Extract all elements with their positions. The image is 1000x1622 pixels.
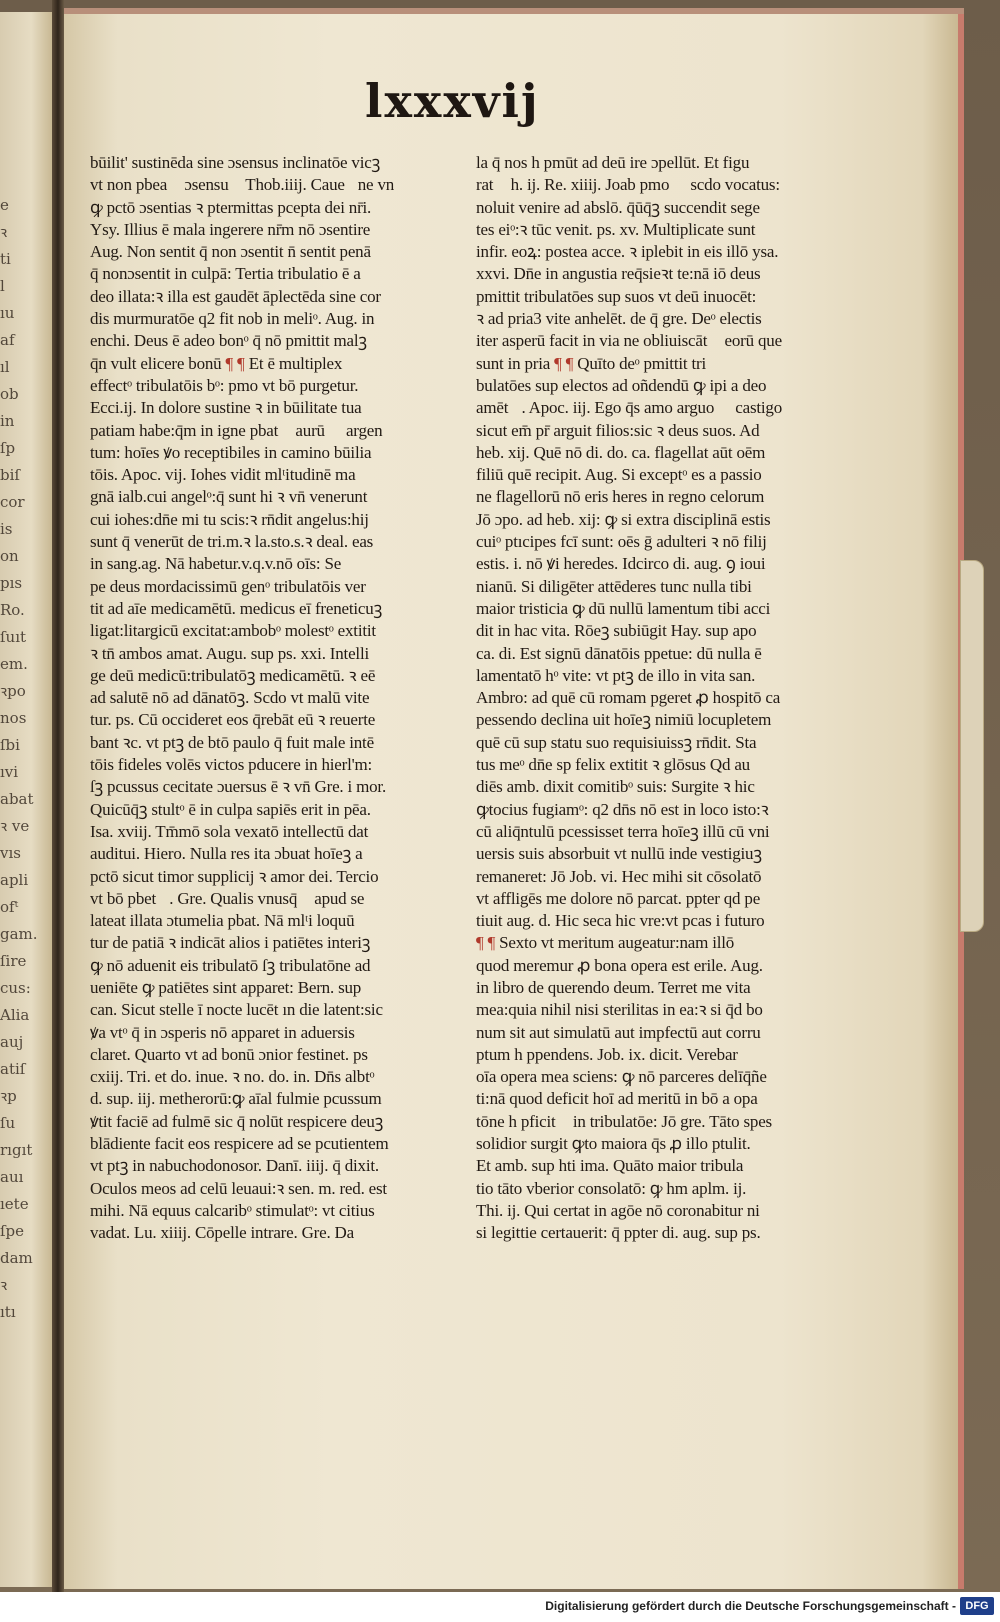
text-line: ti:nā quod deficit hoī ad meritū in bō a opa: [476, 1089, 758, 1109]
text-line: ratᷓ h. ij. Re. xiiij. Joab pmo ꝛ scdo vocatus:: [476, 175, 780, 195]
text-line: tōne h pficitᷓ in tribulatōe: Jō gre. Tāto spes: [476, 1111, 772, 1131]
text-line: in sang.ag. Nā habetur.v.q.v.nō oīs: Se: [90, 554, 342, 574]
left-page-fragment: dam: [0, 1249, 33, 1267]
text-line: ꝟa vtᵒ q̄ in ɔsperis nō apparet in aduersis: [90, 1022, 355, 1042]
rubric-mark: ¶: [487, 933, 496, 953]
page-tab-marker: [960, 560, 984, 932]
left-page-fragment: pıs: [0, 574, 23, 592]
text-line: pe deus mordacissimū genᵒ tribulatōis ver: [90, 576, 366, 596]
text-line: patiam habe:q̄m in igne pbatᷓ aurū ꝛ argen: [90, 420, 383, 440]
text-line: diēs amb. dixit comitibᵒ suis: Surgite ꝛ hic: [476, 777, 755, 797]
left-page-fragment: ti: [0, 250, 11, 268]
text-line: ueniēte ꝙ patiētes sint apparet: Bern. sup: [90, 977, 362, 997]
text-line: ptum h ppendens. Job. ix. dicit. Verebar: [476, 1044, 738, 1064]
text-line: ca. di. Est signū dānatōis ppetue: dū nulla ē: [476, 643, 762, 663]
text-line: Isa. xviij. Tm̄mō sola vexatō intellectū dat: [90, 821, 369, 841]
rubric-mark: ¶: [554, 353, 562, 373]
left-page-fragment: ꝛ ve: [0, 817, 30, 835]
text-line: vt non pbeaᷓ ɔsensuꝫ Thob.iiij. Caueꝭne vn: [90, 175, 395, 195]
text-line: claret. Quarto vt ad bonū ɔnior festinet. ps: [90, 1044, 368, 1064]
text-line: Thi. ij. Qui certat in agōe nō coronabitur ni: [476, 1200, 760, 1220]
left-page-fragment: ıtı: [0, 1303, 16, 1321]
left-page-fragment: auı: [0, 1168, 24, 1186]
rubric-mark: ¶: [476, 933, 484, 953]
text-line: enchi. Deus ē adeo bonᵒ q̄ nō pmittit malꝫ: [90, 331, 367, 351]
text-line: lamentatō hᵒ vite: vt ptꝫ de illo in vita san.: [476, 665, 756, 685]
text-line: num sit aut simulatū aut impfectū aut corru: [476, 1022, 761, 1042]
rubric-mark: ¶: [565, 353, 574, 373]
left-page-fragment: ꝛ: [0, 1276, 8, 1294]
text-line: tur de patiā ꝛ indicāt alios i patiētes interiꝫ: [90, 933, 371, 953]
text-line: būilit' sustinēda sine ɔsensus inclinatōe vicꝫ: [90, 153, 381, 172]
text-line: uersis suis absorbuit vt nullū inde vestigiuꝫ: [476, 844, 762, 864]
left-page-fragment: in: [0, 412, 15, 430]
left-page-fragment: ſpe: [0, 1222, 25, 1240]
text-line: filiū quē recipit. Aug. Si exceptᵒ es a passio: [476, 465, 762, 485]
left-page-fragment: af: [0, 331, 15, 349]
text-line: nianū. Si diligēter attēderes tunc nulla tibi: [476, 576, 752, 596]
text-line: can. Sicut stelle ī nocte lucēt ın die latent:sic: [90, 1000, 383, 1020]
text-line: tes eiᵒ:ꝛ tūc venit. ps. xv. Multiplicate sunt: [476, 219, 756, 239]
text-line: Quicūq̄ꝫ stultᵒ ē in culpa sapiēs erit in pēa.: [90, 799, 371, 819]
text-line: Aug. Non sentit q̄ non ɔsentit n̄ sentit penā: [90, 242, 371, 262]
left-page-fragment: rıgıt: [0, 1141, 33, 1159]
folio-number: lxxxvij: [365, 74, 540, 128]
left-page-fragment: ıvi: [0, 763, 19, 781]
text-line: dis murmuratōe q2 fit nob in meliᵒ. Aug. in: [90, 309, 375, 329]
left-page-fragment: ob: [0, 385, 19, 403]
text-line: xxvi. Dn̄e in angustia req̄sieꝛt te:nā iō deus: [476, 264, 761, 284]
left-page-fragment: cor: [0, 493, 25, 511]
text-line: d. sup. iij. metherorū:ꝙ aīal fulmie pcussum: [90, 1089, 382, 1109]
text-line: iter asperū facit in via ne obliuiscātᷓ eorū que: [476, 331, 782, 351]
text-line: tum: hoīes ꝟo receptibiles in camino būilia: [90, 442, 372, 462]
text-line: blādiente facit eos respicere ad se pcutientem: [90, 1134, 389, 1154]
rubric-mark: ¶: [225, 353, 234, 373]
left-page-fragment: e: [0, 196, 9, 214]
left-page-fragment: ſuıt: [0, 628, 27, 646]
footer-credit: Digitalisierung gefördert durch die Deutsche Forschungsgemeinschaft -: [545, 1599, 956, 1613]
left-page-fragment: ofᵗ: [0, 898, 19, 916]
left-page-fragment: nos: [0, 709, 27, 727]
text-line: remaneret: Jō Job. vi. Hec mihi sit cōsolatō: [476, 866, 762, 886]
text-line: ꝛ ad pria3 vite anhelēt. de q̄ gre. Deᵒ electis: [476, 309, 762, 329]
text-line: ꝙtocius fugiamᵒ: q2 dn̄s nō est in loco isto:ꝛ: [476, 799, 769, 819]
left-page-fragment: l: [0, 277, 5, 295]
left-page-fragment: ſire: [0, 952, 27, 970]
text-line: in libro de querendo deum. Terret me vita: [476, 977, 751, 997]
text-line: vt affligēs me dolore nō parcat. ppter qd pe: [476, 888, 761, 908]
text-line: cū aliq̄ntulū pcessisset terra hoīeꝫ illū cū vni: [476, 821, 770, 841]
left-page-fragment: cus:: [0, 979, 31, 997]
text-line: mihi. Nā equus calcaribᵒ stimulatᵒ: vt citius: [90, 1200, 375, 1220]
text-line: Jō ɔpo. ad heb. xij: ꝙ si extra disciplinā estis: [476, 509, 771, 529]
text-line: cuiᵒ ptıcipes fcī sunt: oēs ḡ adulteri ꝛ nō filij: [476, 532, 767, 552]
rubric-mark: ¶: [237, 353, 245, 373]
text-line: solidior surgit ꝙto maiora q̄s ꝓ illo ptulit.: [476, 1134, 751, 1154]
left-text-column: [90, 152, 440, 1245]
text-line: si legittie certauerit: q̄ ppter di. aug. sup ps.: [476, 1223, 761, 1243]
text-line: auditui. Hiero. Nulla res ita ɔbuat hoīeꝫ a: [90, 844, 363, 864]
left-page-fragment: Ro.: [0, 601, 25, 619]
text-line: la q̄ nos h pmūt ad deū ire ɔpellūt. Et figu: [476, 153, 750, 172]
text-line: sicut em̄ pr̄ arguit filios:sic ꝛ deus suos. Ad: [476, 420, 760, 440]
text-line: vt bō pbetᷓ. Gre. Qualis vnusq̄ꝫ apud se: [90, 888, 365, 908]
left-page-fragment: abat: [0, 790, 34, 808]
text-line: heb. xij. Quē nō di. do. ca. flagellat aūt oēm: [476, 442, 766, 462]
text-line: pctō sicut timor supplicij ꝛ amor dei. Tercio: [90, 866, 379, 886]
text-line: quē cū sup statu suo requisiuissꝫ rn̄dit. Sta: [476, 732, 757, 752]
text-line: ne flagellorū nō eris heres in regno celorum: [476, 487, 765, 507]
text-line: bant ꝛc. vt ptꝫ de btō paulo q̄ fuit male intē: [90, 732, 374, 752]
left-page-fragment: ꝛpo: [0, 682, 26, 700]
text-line: ꝛ tn̄ ambos amat. Augu. sup ps. xxi. Intelli: [90, 643, 369, 663]
text-line: quod meremur ꝓ bona opera est erile. Aug.: [476, 955, 763, 975]
text-line: maior tristicia ꝙ dū nullū lamentum tibi acci: [476, 598, 771, 618]
left-page-fragment: apli: [0, 871, 29, 889]
left-page-fragment: ſp: [0, 439, 16, 457]
text-line: mea:quia nihil nisi sterilitas in ea:ꝛ si q̄d bo: [476, 1000, 763, 1020]
text-line: ge deū medicū:tribulatōꝫ medicamētū. ꝛ eē: [90, 665, 376, 685]
text-line: cxiij. Tri. et do. inue. ꝛ no. do. in. Dn̄s albtᵒ: [90, 1067, 375, 1087]
text-line: cui iohes:dn̄e mi tu scis:ꝛ rn̄dit angelus:hij: [90, 509, 369, 529]
left-page-fragment: ꝛp: [0, 1087, 17, 1105]
text-line: ꝟtit faciē ad fulmē sic q̄ nolūt respicere deuꝫ: [90, 1111, 384, 1131]
text-line: ꝙ pctō ɔsentias ꝛ ptermittas pcepta dei nr̄i.: [90, 197, 372, 217]
left-page-fragment: ıu: [0, 304, 15, 322]
text-line: oīa opera mea sciens: ꝙ nō parceres delīq̄ñe: [476, 1067, 767, 1087]
text-line: Ecci.ij. In dolore sustine ꝛ in būilitate tua: [90, 398, 362, 418]
text-line: bulatōes sup electos ad oñdendū ꝙ ipi a deo: [476, 375, 767, 395]
text-line: q̄ nonɔsentit in culpā: Tertia tribulatio ē a: [90, 264, 361, 284]
text-line: vt ptꝫ in nabuchodonosor. Danī. iiij. q̄ dixit.: [90, 1156, 379, 1176]
text-line: tio tāto vberior consolatō: ꝙ hm aplm. ij.: [476, 1178, 747, 1198]
text-line: noluit venire ad abslō. q̄ūq̄ꝫ succendit sege: [476, 197, 760, 217]
text-line: q̄n vult elicere bonū ¶ ¶ Et ē multiplex: [90, 353, 343, 373]
text-line: sunt in pria ¶ ¶ Quīto deᵒ pmittit tri: [476, 353, 706, 373]
left-page-fragment: auj: [0, 1033, 24, 1051]
left-page-fragment: ıete: [0, 1195, 29, 1213]
right-text-column: [476, 152, 844, 1245]
text-line: ad salutē nō ad dānatōꝫ. Scdo vt malū vite: [90, 688, 370, 708]
text-line: tit ad aīe medicamētū. medicus eī freneticuꝫ: [90, 598, 383, 618]
left-page-fragment: gam.: [0, 925, 38, 943]
left-page-fragment: vıs: [0, 844, 21, 862]
left-page-fragment: ſu: [0, 1114, 16, 1132]
text-line: ꝙ nō aduenit eis tribulatō ſꝫ tribulatōne ad: [90, 955, 371, 975]
left-page-text-fragments: [0, 192, 38, 1326]
text-line: deo illata:ꝛ illa est gaudēt āplectēda sine cor: [90, 286, 381, 306]
left-page-fragment: Alia: [0, 1006, 30, 1024]
text-line: Ysy. Illius ē mala ingerere nr̄m nō ɔsentire: [90, 219, 371, 239]
left-page-fragment: em.: [0, 655, 28, 673]
text-line: tōis fideles volēs victos pducere in hierl'm:: [90, 755, 373, 775]
text-line: effectᵒ tribulatōis bᵒ: pmo vt bō purgetur.: [90, 375, 359, 395]
left-page-fragment: biſ: [0, 466, 20, 484]
text-line: estis. i. nō ꝟi heredes. Idcirco di. aug. ꝯ ioui: [476, 554, 766, 574]
text-line: sunt q̄ venerūt de tri.m.ꝛ la.sto.s.ꝛ deal. eas: [90, 532, 374, 552]
text-line: pmittit tribulatōes sup suos vt deū inuocēt:: [476, 286, 757, 306]
left-page-fragment: is: [0, 520, 13, 538]
left-page-fragment: atiſ: [0, 1060, 26, 1078]
text-line: pessendo declina uit hoīeꝫ nimiū locupletem: [476, 710, 772, 730]
text-line: amētᷓ. Apoc. iij. Ego q̄s amo arguo ꝛ castigo: [476, 398, 783, 418]
text-line: gnā ialb.cui angelᵒ:q̄ sunt hi ꝛ vn̄ venerunt: [90, 487, 368, 507]
text-line: vadat. Lu. xiiij. Cōpelle intrare. Gre. Da: [90, 1223, 354, 1243]
left-page-fragment: on: [0, 547, 19, 565]
text-line: Et amb. sup hti ima. Quāto maior tribula: [476, 1156, 744, 1176]
text-line: tus meᵒ dn̄e sp felix extitit ꝛ glōsus Qd au: [476, 755, 750, 775]
text-line: tiuit aug. d. Hic seca hic vre:vt pcas i futuro: [476, 911, 765, 931]
text-line: ¶ ¶ Sexto vt meritum augeatur:nam illō: [476, 933, 735, 953]
left-page-fragment: ꝛ: [0, 223, 8, 241]
text-line: tōis. Apoc. vij. Iohes vidit mlᵗitudinē ma: [90, 465, 356, 485]
text-line: lateat illata ɔtumelia pbat. Nā mlᵗi loquū: [90, 911, 355, 931]
dfg-logo: DFG: [960, 1597, 994, 1615]
text-line: Ambro: ad quē cū romam pgeret ꝓ hospitō ca: [476, 688, 781, 708]
book-gutter: [52, 0, 64, 1600]
left-page-edge: [0, 12, 52, 1587]
left-page-fragment: ſbi: [0, 736, 20, 754]
text-line: tur. ps. Cū occideret eos q̄rebāt eū ꝛ reuerte: [90, 710, 376, 730]
text-line: ligat:litargicū excitat:ambobᵒ molestᵒ extitit: [90, 621, 376, 641]
text-line: dit in hac vita. Rōeꝫ subiūgit Hay. sup apo: [476, 621, 757, 641]
digitization-footer: [0, 1592, 1000, 1622]
text-line: infir. eoꝝ: postea acce. ꝛ iplebit in eis illō ysa.: [476, 242, 779, 262]
text-line: ſꝫ pcussus cecitate ɔuersus ē ꝛ vn̄ Gre. i mor.: [90, 777, 386, 797]
text-line: Oculos meos ad celū leuaui:ꝛ sen. m. red. est: [90, 1178, 387, 1198]
left-page-fragment: ıl: [0, 358, 10, 376]
